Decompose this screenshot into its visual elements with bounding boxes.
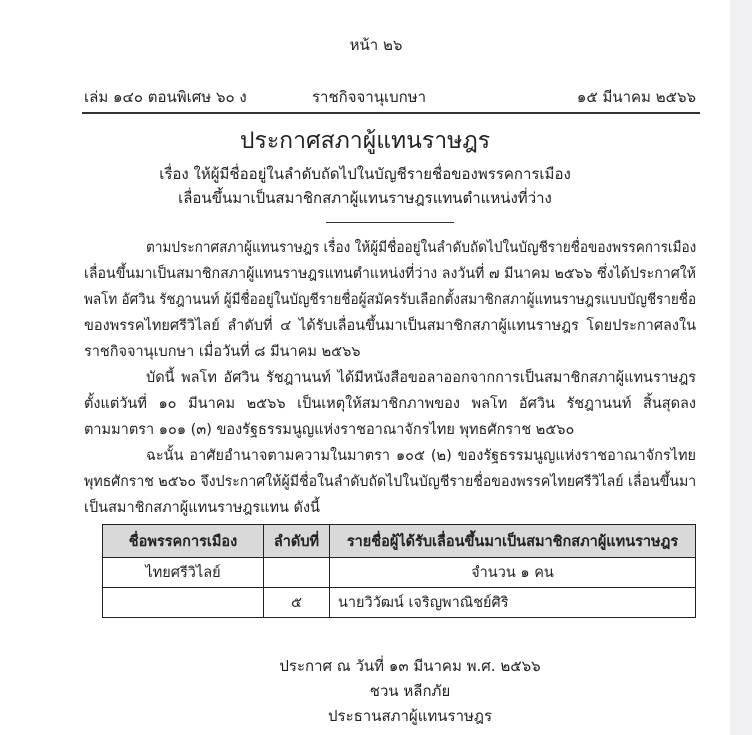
body-line: ตามประกาศสภาผู้แทนราษฎร เรื่อง ให้ผู้มีชื่ออยู่ในลำดับถัดไปในบัญชีรายชื่อของพรรคการเมือง (146, 240, 697, 256)
gazette-header (84, 85, 696, 105)
name-cell: จำนวน ๑ คน (330, 558, 696, 588)
signatory-position: ประธานสภาผู้แทนราษฎร (327, 707, 493, 725)
header-divider (82, 112, 700, 114)
party-cell (103, 588, 264, 618)
body-line: เป็นสมาชิกสภาผู้แทนราษฎรแทน ดังนี้ (84, 500, 320, 516)
gazette-date: ๑๕ มีนาคม ๒๕๖๖ (576, 88, 696, 106)
body-line: ฉะนั้น อาศัยอำนาจตามความในมาตรา ๑๐๕ (๒) ของรัฐธรรมนูญแห่งราชอาณาจักรไทย (146, 448, 696, 464)
announcement-title: ประกาศสภาผู้แทนราษฎร (239, 128, 491, 154)
subject-line-1: เรื่อง ให้ผู้มีชื่ออยู่ในลำดับถัดไปในบัญชีรายชื่อของพรรคการเมือง (159, 165, 571, 183)
subject-line-2: เลื่อนขึ้นมาเป็นสมาชิกสภาผู้แทนราษฎรแทนตำแหน่งที่ว่าง (178, 189, 552, 207)
body-line: พุทธศักราช ๒๕๖๐ จึงประกาศให้ผู้มีชื่อในลำดับถัดไปในบัญชีรายชื่อของพรรคไทยศรีวิไลย์ เลื่อนขึ้นมา (84, 474, 697, 490)
table-row (103, 588, 696, 618)
body-line: พลโท อัศวิน รัชฎานนท์ ผู้มีชื่ออยู่ในบัญชีรายชื่อผู้สมัครรับเลือกตั้งสมาชิกสภาผู้แทนราษฎรแบบบัญชีรายชื่อ (84, 292, 697, 308)
header-order: ลำดับที่ (264, 525, 330, 558)
body-line: ของพรรคไทยศรีวิไลย์ ลำดับที่ ๔ ได้รับเลื่อนขึ้นมาเป็นสมาชิกสภาผู้แทนราษฎร โดยประกาศลงใน (84, 318, 696, 334)
promoted-members-table (102, 524, 696, 618)
body-line: เลื่อนขึ้นมาเป็นสมาชิกสภาผู้แทนราษฎรแทนตำแหน่งที่ว่าง ลงวันที่ ๗ มีนาคม ๒๕๖๖ ซึ่งได้ประกาศให้ (84, 266, 696, 282)
title-divider (326, 222, 454, 223)
body-line: บัดนี้ พลโท อัศวิน รัชฎานนท์ ได้มีหนังสือขอลาออกจากการเป็นสมาชิกสภาผู้แทนราษฎร (146, 370, 696, 386)
volume-info: เล่ม ๑๔๐ ตอนพิเศษ ๖๐ ง (84, 88, 247, 106)
signatory-name: ชวน หลีกภัย (369, 682, 451, 700)
viewer-edge (730, 0, 752, 735)
header-names: รายชื่อผู้ได้รับเลื่อนขึ้นมาเป็นสมาชิกสภาผู้แทนราษฎร (330, 525, 696, 558)
body-line: ตามมาตรา ๑๐๑ (๓) ของรัฐธรรมนูญแห่งราชอาณาจักรไทย พุทธศักราช ๒๕๖๐ (84, 422, 575, 438)
gazette-name: ราชกิจจานุเบกษา (312, 88, 427, 106)
table-header-row (103, 525, 696, 558)
order-cell: ๕ (264, 588, 330, 618)
order-cell (264, 558, 330, 588)
body-line: ราชกิจจานุเบกษา เมื่อวันที่ ๘ มีนาคม ๒๕๖๖ (84, 344, 361, 360)
body-line: ตั้งแต่วันที่ ๑๐ มีนาคม ๒๕๖๖ เป็นเหตุให้สมาชิกภาพของ พลโท อัศวิน รัชฎานนท์ สิ้นสุดลง (84, 396, 696, 412)
table-row (103, 558, 696, 588)
party-cell: ไทยศรีวิไลย์ (103, 558, 264, 588)
signature-date: ประกาศ ณ วันที่ ๑๓ มีนาคม พ.ศ. ๒๕๖๖ (279, 657, 541, 675)
page-number: หน้า ๒๖ (349, 36, 403, 54)
name-cell: นายวิวัฒน์ เจริญพาณิชย์ศิริ (330, 588, 696, 618)
header-party: ชื่อพรรคการเมือง (103, 525, 264, 558)
